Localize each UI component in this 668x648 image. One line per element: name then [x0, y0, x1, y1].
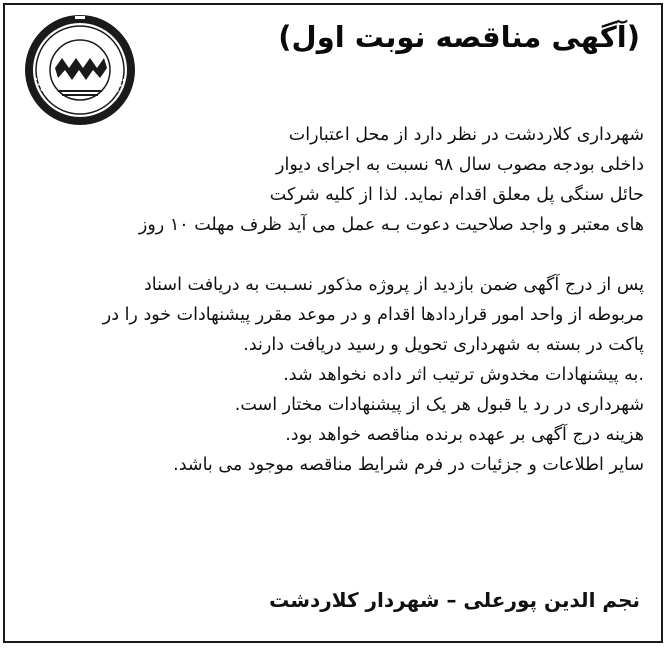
body-line: حائل سنگی پل معلق اقدام نماید. لذا از کلیه شرکت	[269, 185, 644, 205]
body-line: پاکت در بسته به شهرداری تحویل و رسید دریافت دارند.	[243, 335, 644, 355]
body-line: شهرداری کلاردشت در نظر دارد از محل اعتبارات	[288, 125, 644, 145]
municipality-seal-logo	[22, 12, 138, 128]
notice-body-upper	[138, 120, 644, 240]
body-line: هزینه درج آگهی بر عهده برنده مناقصه خواهد بود.	[285, 425, 644, 445]
body-line: های معتبر و واجد صلاحیت دعوت بـه عمل می آید ظرف مهلت ۱۰ روز	[138, 215, 644, 235]
body-line: سایر اطلاعات و جزئیات در فرم شرایط مناقصه موجود می باشد.	[173, 455, 644, 475]
body-line: شهرداری در رد یا قبول هر یک از پیشنهادات مختار است.	[234, 395, 644, 415]
body-line: پس از درج آگهی ضمن بازدید از پروژه مذکور نسـبت به دریافت اسناد	[144, 275, 644, 295]
notice-body-lower	[24, 270, 644, 480]
body-line: داخلی بودجه مصوب سال ۹۸ نسبت به اجرای دیوار	[276, 155, 644, 175]
notice-title: (آگهی مناقصه نوبت اول)	[278, 20, 640, 54]
body-line: .به پیشنهادات مخدوش ترتیب اثر داده نخواهد شد.	[283, 365, 644, 385]
signature: نجم الدین پورعلی – شهردار کلاردشت	[269, 588, 640, 612]
body-line: مربوطه از واحد امور قراردادها اقدام و در موعد مقرر پیشنهادات خود را در	[102, 305, 644, 325]
